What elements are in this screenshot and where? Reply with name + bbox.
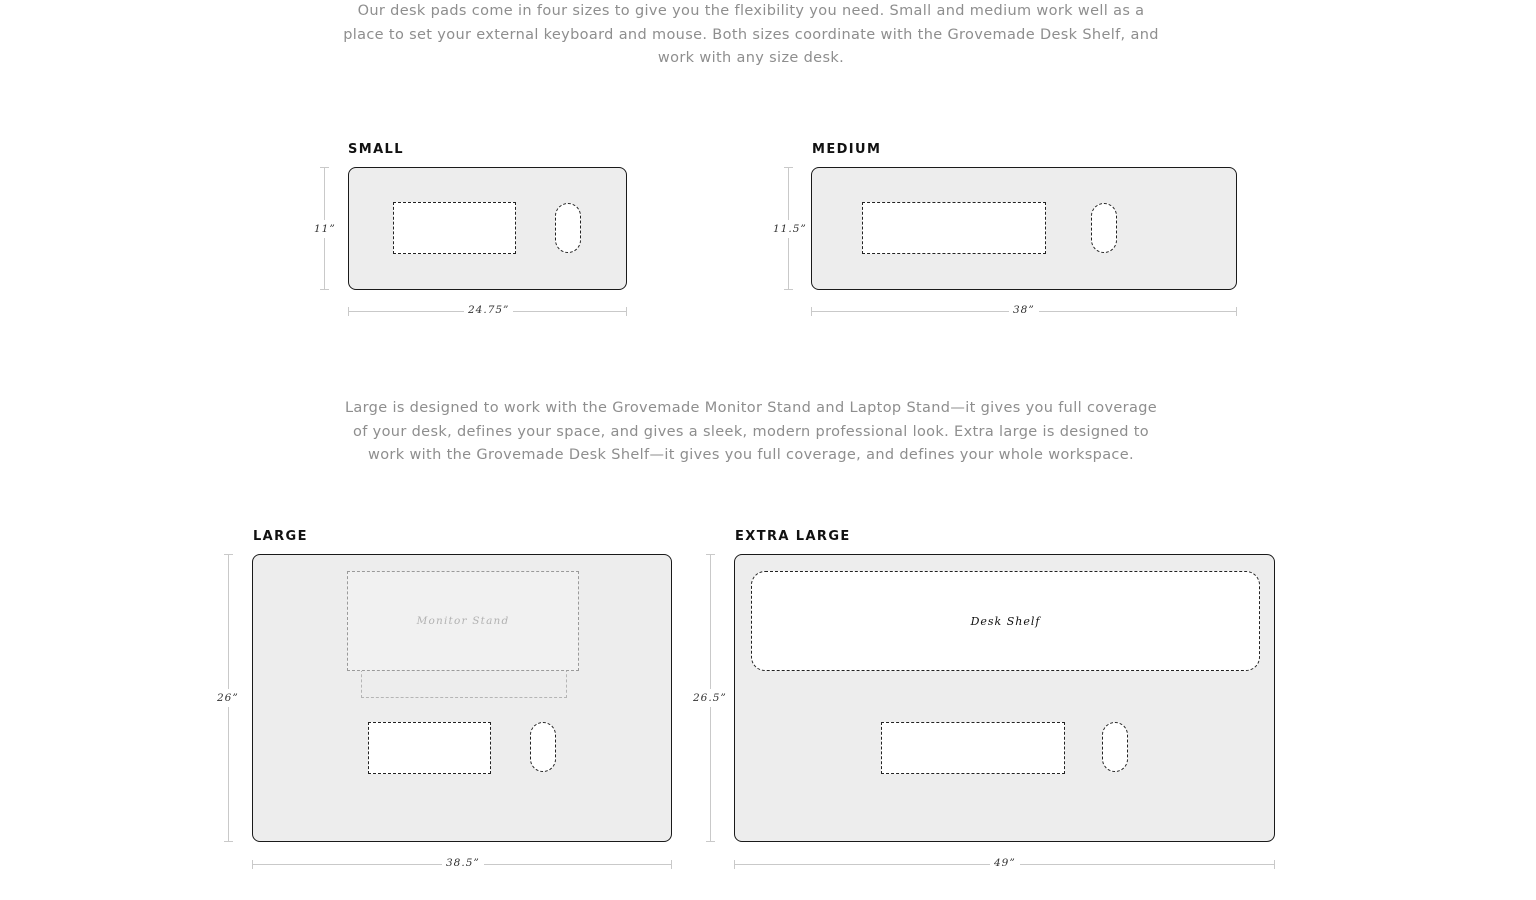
monitor-stand-label: Monitor Stand: [416, 615, 510, 627]
dimension-tick: [671, 860, 672, 869]
desk-pad-small: [348, 167, 627, 290]
size-label-large: LARGE: [253, 529, 308, 544]
height-value-small: 11”: [312, 220, 338, 238]
keyboard-outline: [393, 202, 516, 254]
desk-pad-large: [252, 554, 672, 842]
mouse-outline: [555, 203, 581, 253]
dimension-tick: [784, 289, 793, 290]
dimension-tick: [1274, 860, 1275, 869]
dimension-tick: [706, 841, 715, 842]
height-value-medium: 11.5”: [772, 220, 808, 238]
width-value-medium: 38”: [1009, 304, 1039, 316]
desk-shelf-outline: [751, 571, 1260, 671]
dimension-tick: [224, 841, 233, 842]
desk-pad-medium: [811, 167, 1237, 290]
keyboard-outline: [368, 722, 491, 774]
keyboard-outline: [881, 722, 1065, 774]
dimension-tick: [320, 289, 329, 290]
monitor-stand-outline: [347, 571, 579, 671]
dimension-tick: [626, 307, 627, 316]
size-label-medium: MEDIUM: [812, 142, 882, 157]
width-value-large: 38.5”: [442, 857, 484, 869]
height-value-large: 26”: [215, 689, 241, 707]
width-value-extra-large: 49”: [990, 857, 1020, 869]
mouse-outline: [1091, 203, 1117, 253]
mouse-outline: [1102, 722, 1128, 772]
dimension-tick: [1236, 307, 1237, 316]
keyboard-outline: [862, 202, 1046, 254]
height-value-extra-large: 26.5”: [692, 689, 728, 707]
size-label-small: SMALL: [348, 142, 404, 157]
mouse-outline: [530, 722, 556, 772]
desk-pad-extra-large: [734, 554, 1275, 842]
width-value-small: 24.75”: [464, 304, 513, 316]
monitor-stand-base-outline: [361, 669, 567, 698]
intro-paragraph-top: Our desk pads come in four sizes to give you the flexibility you need. Small and medium work well as a place to set your external keyboard and mouse. Both sizes coordinate with the Grovemade Desk Shelf, and work with any size desk.: [343, 3, 1159, 66]
desk-shelf-label: Desk Shelf: [970, 614, 1041, 628]
size-label-extra-large: EXTRA LARGE: [735, 529, 851, 544]
intro-paragraph-middle: Large is designed to work with the Grovemade Monitor Stand and Laptop Stand—it gives you full coverage of your desk, defines your space, and gives a sleek, modern professional look. Extra large is designed to work with the Grovemade Desk Shelf—it gives you full coverage, and defines your whole workspace.: [344, 400, 1158, 463]
